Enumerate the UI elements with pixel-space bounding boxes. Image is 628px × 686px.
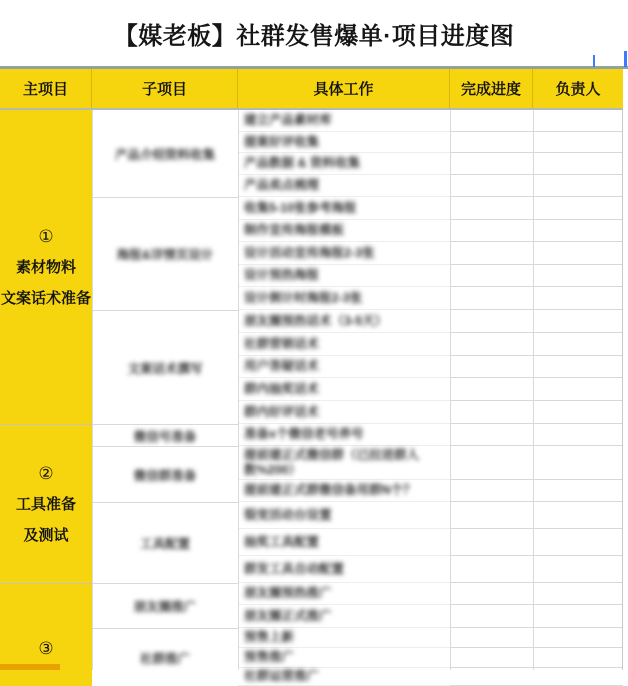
owner-cell[interactable] <box>533 153 623 175</box>
section-number: ③ <box>38 638 54 658</box>
progress-cell[interactable] <box>450 480 533 502</box>
task-text: 社群营销话术 <box>244 336 320 351</box>
sub-project-label: 工具配置 <box>139 537 190 551</box>
task-text: 产品卖点梳理 <box>244 178 320 192</box>
progress-cell[interactable] <box>450 153 533 175</box>
section-label: 素材物料 <box>15 258 76 276</box>
task-text: 抽奖工具配置 <box>244 534 320 549</box>
task-text: 制作宣传海报模板 <box>244 223 345 237</box>
progress-cell[interactable] <box>450 242 533 265</box>
owner-cell[interactable] <box>533 401 623 424</box>
task-cell[interactable] <box>238 583 450 605</box>
owner-cell[interactable] <box>533 356 623 378</box>
task-text: 用户答疑话术 <box>244 359 320 373</box>
progress-cell[interactable] <box>450 265 533 287</box>
progress-cell[interactable] <box>450 446 533 480</box>
task-text: 产品数据 & 资料收集 <box>244 156 360 170</box>
sub-project-cell[interactable] <box>92 197 238 310</box>
sub-project-label: 微信号准备 <box>133 429 197 444</box>
task-text: 提案好评收集 <box>244 134 320 149</box>
progress-cell[interactable] <box>450 132 533 153</box>
sub-project-cell[interactable] <box>92 110 238 197</box>
col-header-progress[interactable]: 完成进度 <box>450 69 533 108</box>
owner-cell[interactable] <box>533 502 623 529</box>
task-cell[interactable] <box>238 287 450 310</box>
column-grid-line <box>533 110 534 670</box>
task-cell[interactable] <box>238 424 450 446</box>
sub-project-cell[interactable] <box>92 502 238 583</box>
task-text: 设计预热海报 <box>244 268 320 282</box>
task-cell[interactable] <box>238 668 450 686</box>
table-right-edge <box>622 110 623 670</box>
owner-cell[interactable] <box>533 480 623 502</box>
task-text: 群内抽奖话术 <box>244 381 320 396</box>
task-cell[interactable] <box>238 446 450 480</box>
task-cell[interactable] <box>238 310 450 333</box>
main-project-cell[interactable] <box>0 583 92 686</box>
sheet-title-cell[interactable] <box>0 0 628 66</box>
collab-cursor-edge-icon <box>624 51 627 67</box>
owner-cell[interactable] <box>533 556 623 583</box>
progress-cell[interactable] <box>450 648 533 668</box>
progress-cell[interactable] <box>450 220 533 242</box>
owner-cell[interactable] <box>533 175 623 197</box>
progress-cell[interactable] <box>450 333 533 356</box>
task-cell[interactable] <box>238 556 450 583</box>
task-text: 预售上新 <box>244 630 295 644</box>
owner-cell[interactable] <box>533 310 623 333</box>
sub-project-cell[interactable] <box>92 583 238 628</box>
table-body <box>0 110 628 683</box>
section-label: 及测试 <box>23 526 69 544</box>
task-text: 设计倒计时海报2-3张 <box>244 290 363 305</box>
task-cell[interactable] <box>238 648 450 668</box>
owner-cell[interactable] <box>533 529 623 556</box>
column-grid-line <box>238 110 239 670</box>
progress-cell[interactable] <box>450 401 533 424</box>
task-cell[interactable] <box>238 110 450 132</box>
task-cell[interactable] <box>238 153 450 175</box>
owner-cell[interactable] <box>533 668 623 686</box>
owner-cell[interactable] <box>533 424 623 446</box>
task-cell[interactable] <box>238 502 450 529</box>
task-cell[interactable] <box>238 197 450 220</box>
progress-cell[interactable] <box>450 356 533 378</box>
progress-cell[interactable] <box>450 310 533 333</box>
col-header-sub-project[interactable]: 子项目 <box>92 69 238 108</box>
sub-project-label: 微信群准备 <box>133 468 197 483</box>
table-header-row <box>0 69 623 110</box>
task-text: 准备x个微信老号养号 <box>244 427 364 441</box>
task-text: 朋友圈正式推广 <box>244 608 332 623</box>
owner-cell[interactable] <box>533 242 623 265</box>
collab-cursor-icon <box>593 55 595 67</box>
task-cell[interactable] <box>238 628 450 648</box>
progress-cell[interactable] <box>450 529 533 556</box>
task-cell[interactable] <box>238 605 450 628</box>
col-header-main-project[interactable]: 主项目 <box>0 69 92 108</box>
task-text: 裂变活动台设置 <box>244 507 332 522</box>
sub-project-cell[interactable] <box>92 310 238 424</box>
owner-cell[interactable] <box>533 220 623 242</box>
sub-project-label: 海报&详情页设计 <box>116 248 214 262</box>
col-header-specific-work[interactable]: 具体工作 <box>238 69 450 108</box>
progress-cell[interactable] <box>450 378 533 401</box>
task-cell[interactable] <box>238 378 450 401</box>
progress-cell[interactable] <box>450 175 533 197</box>
section-label: 文案话术准备 <box>0 289 91 307</box>
sub-project-cell[interactable] <box>92 628 238 686</box>
col-header-owner[interactable]: 负责人 <box>533 69 623 108</box>
task-text: 收集5-10张参考海报 <box>244 200 357 215</box>
progress-cell[interactable] <box>450 583 533 605</box>
accent-strip <box>0 664 60 670</box>
task-text: 群发工具自动配置 <box>244 561 345 576</box>
task-cell[interactable] <box>238 480 450 502</box>
task-text: 提前建正式微信群（已拉进群人数%200） <box>244 447 420 477</box>
owner-cell[interactable] <box>533 197 623 220</box>
progress-cell[interactable] <box>450 197 533 220</box>
task-text: 建立产品素材库 <box>244 113 332 127</box>
owner-cell[interactable] <box>533 628 623 648</box>
main-project-cell[interactable] <box>0 424 92 583</box>
task-cell[interactable] <box>238 242 450 265</box>
owner-cell[interactable] <box>533 648 623 668</box>
sub-project-label: 文案话术撰写 <box>127 361 203 376</box>
task-cell[interactable] <box>238 175 450 197</box>
sub-project-label: 产品介绍资料收集 <box>114 147 215 162</box>
section-number: ② <box>38 463 54 483</box>
progress-cell[interactable] <box>450 110 533 132</box>
task-cell[interactable] <box>238 401 450 424</box>
sub-project-label: 朋友圈推广 <box>133 600 197 614</box>
progress-cell[interactable] <box>450 424 533 446</box>
task-text: 预售推广 <box>244 650 295 664</box>
progress-cell[interactable] <box>450 556 533 583</box>
task-cell[interactable] <box>238 529 450 556</box>
progress-cell[interactable] <box>450 605 533 628</box>
sub-project-cell[interactable] <box>92 424 238 446</box>
owner-cell[interactable] <box>533 378 623 401</box>
task-text: 社群运营推广 <box>244 669 320 683</box>
sub-project-cell[interactable] <box>92 446 238 502</box>
section-label: 工具准备 <box>15 495 76 513</box>
progress-cell[interactable] <box>450 668 533 686</box>
task-cell[interactable] <box>238 132 450 153</box>
column-grid-line <box>450 110 451 670</box>
owner-cell[interactable] <box>533 265 623 287</box>
sub-project-label: 社群推广 <box>139 651 190 666</box>
owner-cell[interactable] <box>533 583 623 605</box>
task-text: 群内好评话术 <box>244 404 320 419</box>
owner-cell[interactable] <box>533 132 623 153</box>
task-text: 提前建正式群微信备用群N个？ <box>244 483 416 497</box>
owner-cell[interactable] <box>533 605 623 628</box>
owner-cell[interactable] <box>533 446 623 480</box>
section-number: ① <box>38 226 54 246</box>
progress-cell[interactable] <box>450 287 533 310</box>
task-cell[interactable] <box>238 333 450 356</box>
task-cell[interactable] <box>238 356 450 378</box>
task-cell[interactable] <box>238 220 450 242</box>
progress-cell[interactable] <box>450 502 533 529</box>
task-text: 设计活动宣传海报2-3张 <box>244 245 375 260</box>
progress-cell[interactable] <box>450 628 533 648</box>
owner-cell[interactable] <box>533 110 623 132</box>
sheet-title: 【媒老板】社群发售爆单·项目进度图 <box>113 22 515 50</box>
column-grid-line <box>92 110 93 670</box>
task-cell[interactable] <box>238 265 450 287</box>
owner-cell[interactable] <box>533 287 623 310</box>
task-text: 朋友圈预热话术（3-5天） <box>244 313 388 328</box>
main-project-cell[interactable] <box>0 110 92 424</box>
owner-cell[interactable] <box>533 333 623 356</box>
task-text: 朋友圈预热推广 <box>244 586 332 600</box>
